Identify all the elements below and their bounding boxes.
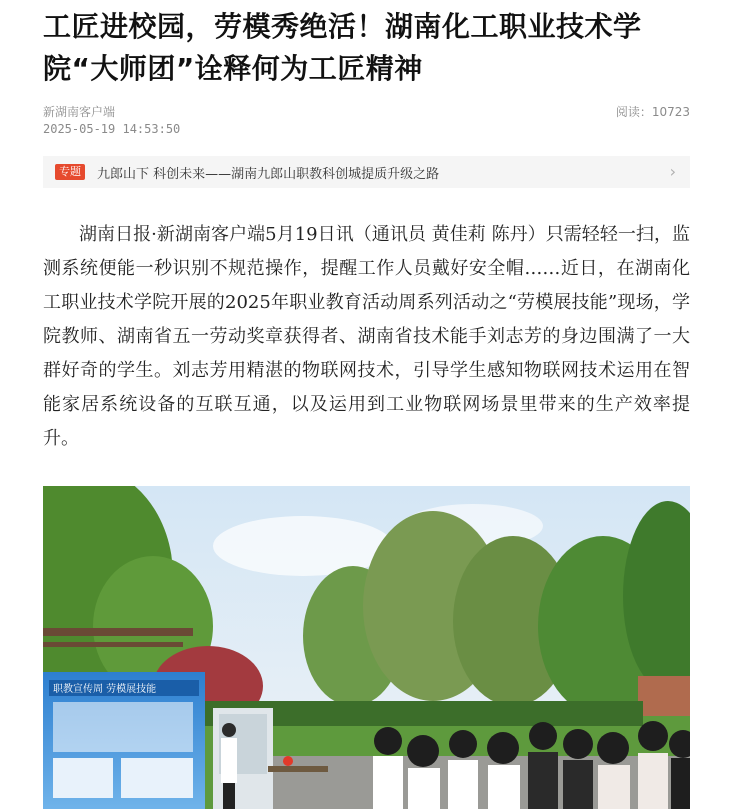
board-title: 职教宣传周 劳模展技能 — [53, 684, 157, 695]
topic-link[interactable] — [43, 156, 690, 188]
topic-badge: 专题 — [55, 164, 85, 180]
publish-time: 2025-05-19 14:53:50 — [43, 122, 181, 136]
article-photo[interactable] — [43, 486, 690, 809]
read-count: 阅读：10723 — [615, 105, 690, 119]
article — [43, 0, 690, 695]
chevron-right-icon: › — [669, 162, 676, 181]
topic-title: 九郎山下 科创未来——湖南九郎山职教科创城提质升级之路 — [97, 166, 440, 182]
article-paragraph: 湖南日报·新湖南客户端5月19日讯（通讯员 黄佳莉 陈丹）只需轻轻一扫，监测系统便能一秒识别不规范操作，提醒工作人员戴好安全帽……近日，在湖南化工职业技术学院开展的2025年职业教育活动周系列活动之“劳模展技能”现场，学院教师、湖南省五一劳动奖章获得者、湖南省技术能手刘志芳的身边围满了一大群好奇的学生。刘志芳用精湛的物联网技术，引导学生感知物联网技术运用在智能家居系统设备的互联互通，以及运用到工业物联网场景里带来的生产效率提升。 — [43, 224, 690, 449]
article-title: 工匠进校园，劳模秀绝活！湖南化工职业技术学院“大师团”诠释何为工匠精神 — [43, 10, 642, 85]
article-source: 新湖南客户端 — [43, 105, 116, 119]
